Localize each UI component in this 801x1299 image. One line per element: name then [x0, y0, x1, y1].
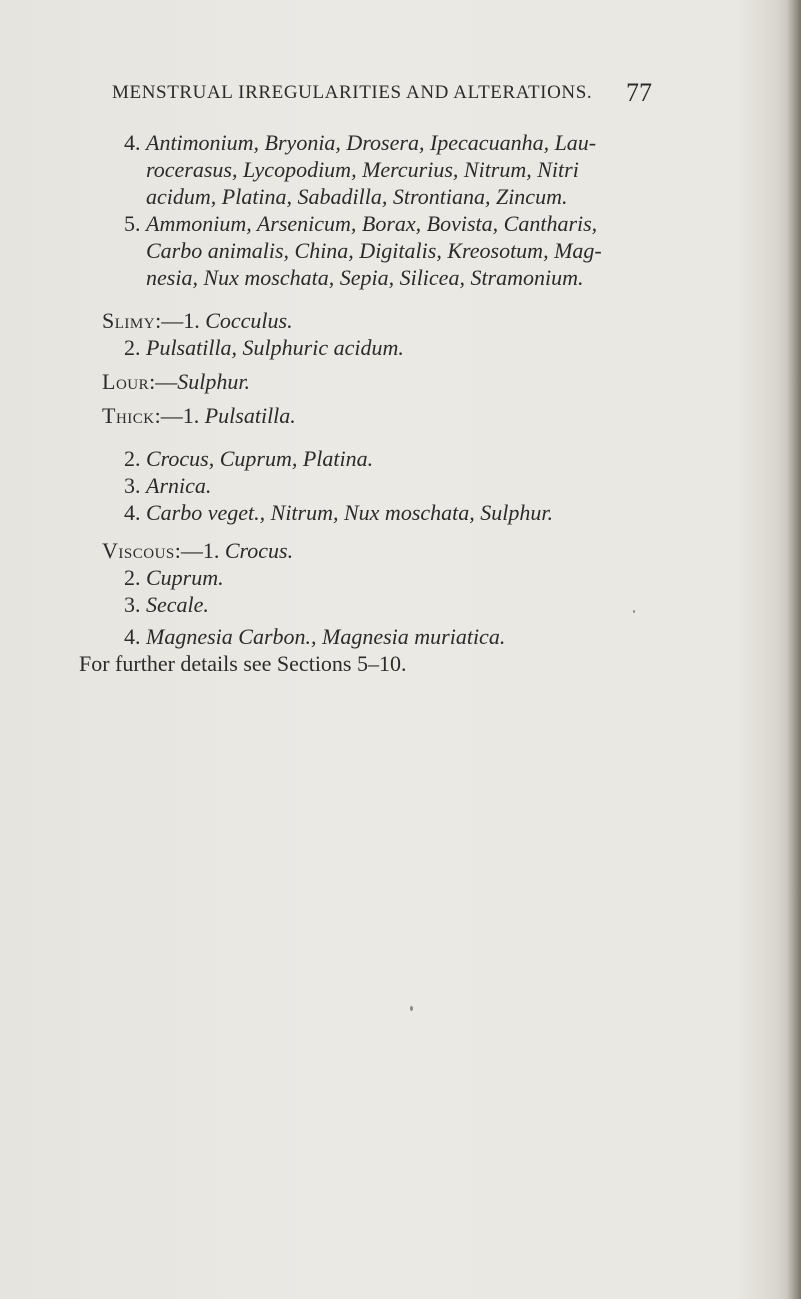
section-heading: Lour — [102, 369, 150, 394]
remedy-list: Cocculus. — [205, 308, 293, 333]
text-line — [124, 565, 224, 591]
remedy-list: Sulphur. — [177, 369, 250, 394]
remedy-list: Pulsatilla, Sulphuric acidum. — [146, 335, 404, 360]
heading-separator: :—1. — [174, 538, 220, 563]
page-header — [112, 78, 652, 112]
closing-note: For further details see Sections 5–10. — [79, 651, 407, 676]
remedy-list: Carbo veget., Nitrum, Nux moschata, Sulphur. — [146, 500, 553, 525]
item-number: 3. — [124, 473, 141, 498]
remedy-list: Secale. — [146, 592, 209, 617]
remedy-list: Crocus. — [224, 538, 294, 563]
remedy-list: Magnesia Carbon., Magnesia muriatica. — [146, 624, 506, 649]
remedy-list: Antimonium, Bryonia, Drosera, Ipecacuanha, Lau- — [146, 130, 597, 155]
section-heading: Thick — [102, 403, 155, 428]
item-number: 4. — [124, 500, 141, 525]
text-line — [79, 651, 407, 677]
remedy-list: Crocus, Cuprum, Platina. — [146, 446, 374, 471]
section-heading: Slimy — [102, 308, 156, 333]
text-line — [124, 624, 505, 650]
text-line — [146, 184, 567, 210]
page-number: 77 — [626, 78, 652, 107]
text-line — [102, 538, 293, 564]
section-heading: Viscous — [102, 538, 175, 563]
text-line — [102, 403, 296, 429]
text-line — [124, 211, 597, 237]
heading-separator: :— — [149, 369, 178, 394]
text-line — [146, 238, 602, 264]
page-edge-shadow — [787, 0, 801, 1299]
running-head: MENSTRUAL IRREGULARITIES AND ALTERATIONS. — [112, 82, 593, 103]
remedy-list: Arnica. — [146, 473, 212, 498]
heading-separator: :—1. — [155, 308, 200, 333]
item-number: 3. — [124, 592, 141, 617]
paper-speck — [410, 1006, 413, 1011]
text-line — [102, 369, 250, 395]
remedy-list: Ammonium, Arsenicum, Borax, Bovista, Cantharis, — [146, 211, 598, 236]
remedy-list: Cuprum. — [146, 565, 224, 590]
heading-separator: :—1. — [154, 403, 200, 428]
text-line — [124, 473, 211, 499]
item-number: 4. — [124, 624, 141, 649]
item-number: 2. — [124, 335, 141, 360]
text-line — [124, 335, 404, 361]
item-number: 4. — [124, 130, 141, 155]
text-line — [124, 592, 209, 618]
text-line — [124, 446, 373, 472]
item-number: 2. — [124, 565, 141, 590]
paper-speck — [633, 610, 635, 613]
text-line — [124, 130, 596, 156]
text-line — [124, 500, 553, 526]
remedy-list: rocerasus, Lycopodium, Mercurius, Nitrum, Nitri — [146, 157, 579, 182]
remedy-list: acidum, Platina, Sabadilla, Strontiana, Zincum. — [146, 184, 568, 209]
item-number: 2. — [124, 446, 141, 471]
remedy-list: Carbo animalis, China, Digitalis, Kreosotum, Mag- — [146, 238, 602, 263]
text-line — [146, 157, 579, 183]
remedy-list: Pulsatilla. — [204, 403, 296, 428]
remedy-list: nesia, Nux moschata, Sepia, Silicea, Stramonium. — [146, 265, 584, 290]
item-number: 5. — [124, 211, 141, 236]
text-line — [102, 308, 293, 334]
text-line — [146, 265, 584, 291]
